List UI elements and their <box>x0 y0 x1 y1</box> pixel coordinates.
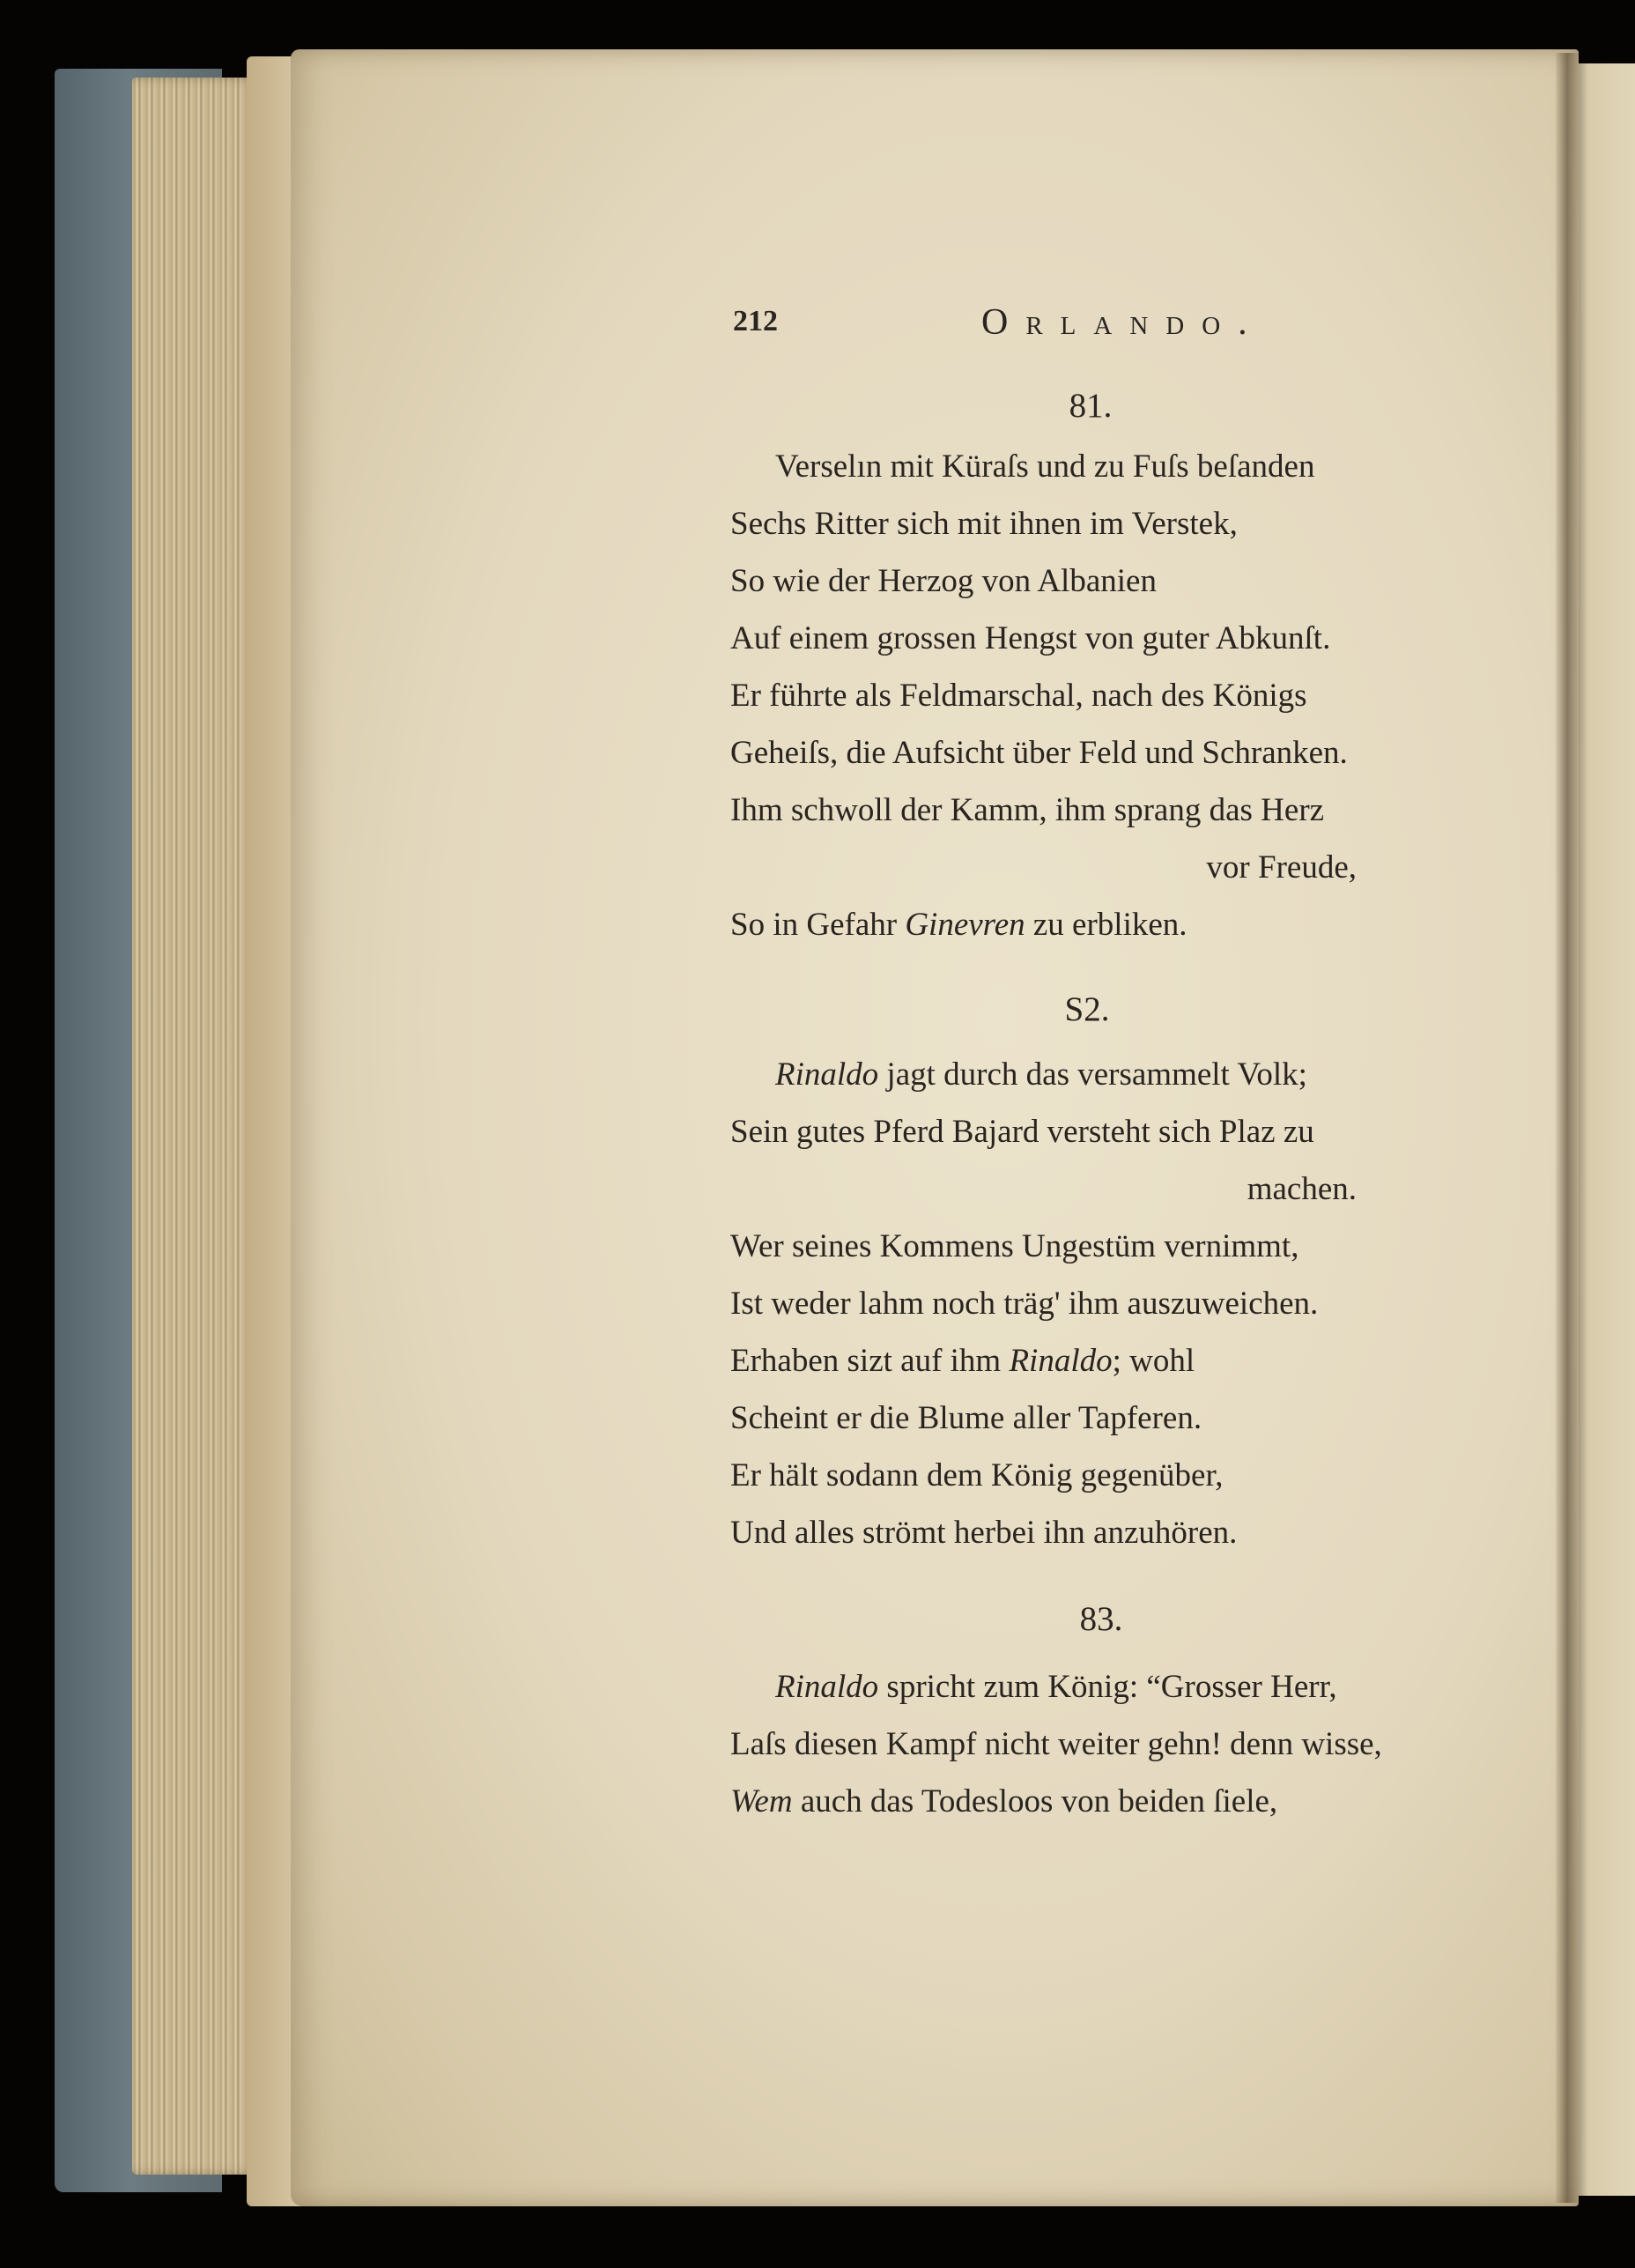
verse-line: Und alles strömt herbei ihn anzuhören. <box>730 1515 1238 1551</box>
verse-line <box>730 906 1488 944</box>
verse-line: Auf einem grossen Hengst von guter Abkunſt. <box>730 620 1331 656</box>
verse-line-continuation: machen. <box>1247 1171 1357 1207</box>
verse-text: jagt durch das versammelt Volk; <box>886 1056 1307 1093</box>
verse-line: Er führte als Feldmarschal, nach des Königs <box>730 678 1307 714</box>
verse-line: Er hält sodann dem König gegenüber, <box>730 1457 1224 1493</box>
page-number: 212 <box>733 305 778 337</box>
page-gutter <box>1556 53 1579 2203</box>
page-header <box>733 302 1614 349</box>
verse-line <box>730 1783 1488 1820</box>
verse-text: auch das Todesloos von beiden ſiele, <box>800 1783 1278 1820</box>
verse-line: Laſs diesen Kampf nicht weiter gehn! denn wisse, <box>730 1726 1382 1762</box>
verse-line: Ist weder lahm noch träg' ihm auszuweichen. <box>730 1286 1319 1322</box>
verse-text: spricht zum König: “Grosser Herr, <box>886 1669 1337 1705</box>
name-italic: Ginevren <box>905 907 1025 943</box>
stanza-number: 81. <box>1069 387 1113 425</box>
verse-line: Ihm schwoll der Kamm, ihm sprang das Herz <box>730 792 1325 828</box>
verse-line: Geheiſs, die Aufsicht über Feld und Schranken. <box>730 735 1348 771</box>
verse-line: Wer seines Kommens Ungestüm vernimmt, <box>730 1228 1299 1264</box>
verse-line-continuation: vor Freude, <box>1206 849 1357 886</box>
verse-text: Erhaben sizt auf ihm <box>730 1343 1002 1379</box>
verse-line <box>775 1668 1533 1706</box>
verse-line: So wie der Herzog von Albanien <box>730 563 1157 599</box>
stanza-number: S2. <box>1064 990 1110 1028</box>
verse-line: Sechs Ritter sich mit ihnen im Verstek, <box>730 506 1238 542</box>
verse-text: zu erbliken. <box>1032 907 1187 943</box>
verse-text: ; wohl <box>1112 1343 1195 1379</box>
verse-line <box>775 1056 1533 1093</box>
stanza-number: 83. <box>1079 1600 1123 1638</box>
verse-line: Verselın mit Küraſs und zu Fuſs beſanden <box>775 448 1315 485</box>
verse-line: Sein gutes Pferd Bajard versteht sich Plaz zu <box>730 1114 1314 1150</box>
running-title: Orlando. <box>981 302 1265 343</box>
name-italic: Wem <box>730 1783 793 1820</box>
name-italic: Rinaldo <box>775 1056 879 1093</box>
verse-line: Scheint er die Blume aller Tapferen. <box>730 1400 1202 1436</box>
verse-text: So in Gefahr <box>730 907 898 943</box>
verse-line <box>730 1342 1488 1380</box>
name-italic: Rinaldo <box>775 1669 879 1705</box>
name-italic: Rinaldo <box>1009 1343 1113 1379</box>
